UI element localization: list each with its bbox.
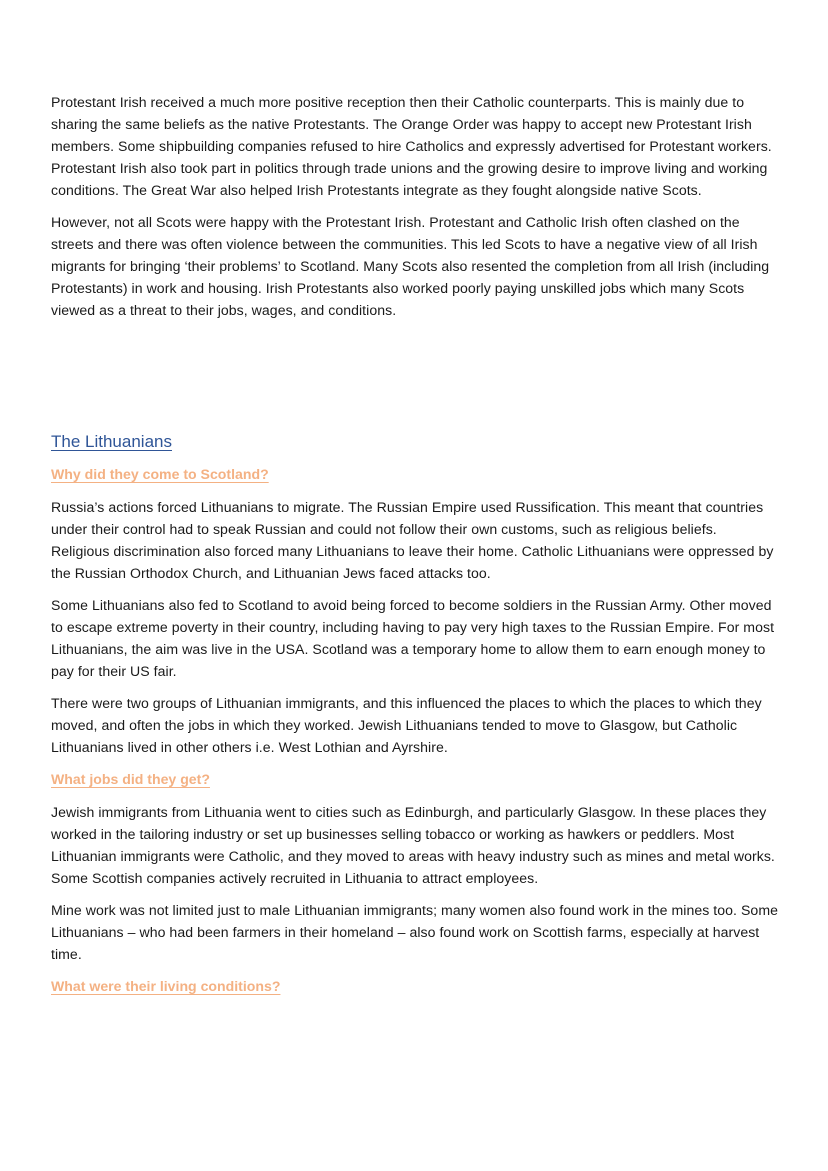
why-paragraph-2: Some Lithuanians also fed to Scotland to avoid being forced to become soldiers in the Russian Army. Other moved to escape extreme poverty in their country, including having to pay very high taxes to the Russian Empire. For most Lithuanians, the aim was live in the USA. Scotland was a temporary home to allow them to earn enough money to pay for their US fair. bbox=[51, 597, 775, 679]
section-gap bbox=[51, 331, 779, 431]
why-paragraph-3: There were two groups of Lithuanian immigrants, and this influenced the places to which the places to which they moved, and often the jobs in which they worked. Jewish Lithuanians tended to move to Glasgow, but Catholic Lithuanians lived in other others i.e. West Lothian and Ayrshire. bbox=[51, 695, 762, 755]
intro-paragraph-2: However, not all Scots were happy with the Protestant Irish. Protestant and Catholic Irish often clashed on the streets and there was often violence between the communities. This led Scots to have a negative view of all Irish migrants for bringing ‘their problems’ to Scotland. Many Scots also resented the completion from all Irish (including Protestants) in work and housing. Irish Protestants also worked poorly paying unskilled jobs which many Scots viewed as a threat to their jobs, wages, and conditions. bbox=[51, 214, 770, 318]
jobs-paragraph-2: Mine work was not limited just to male Lithuanian immigrants; many women also found work in the mines too. Some Lithuanians – who had been farmers in their homeland – also found work on Scottish farms, especially at harvest time. bbox=[51, 902, 778, 962]
document-body bbox=[51, 91, 779, 1008]
why-heading: Why did they come to Scotland? bbox=[51, 466, 269, 482]
section-title: The Lithuanians bbox=[51, 432, 172, 451]
why-paragraph-1: Russia’s actions forced Lithuanians to migrate. The Russian Empire used Russification. This meant that countries under their control had to speak Russian and could not follow their own customs, such as religious beliefs. Religious discrimination also forced many Lithuanians to leave their home. Catholic Lithuanians were oppressed by the Russian Orthodox Church, and Lithuanian Jews faced attacks too. bbox=[51, 499, 774, 581]
intro-paragraph-1: Protestant Irish received a much more positive reception then their Catholic counterparts. This is mainly due to sharing the same beliefs as the native Protestants. The Orange Order was happy to accept new Protestant Irish members. Some shipbuilding companies refused to hire Catholics and expressly advertised for Protestant workers. Protestant Irish also took part in politics through trade unions and the growing desire to improve living and working conditions. The Great War also helped Irish Protestants integrate as they fought alongside native Scots. bbox=[51, 94, 772, 198]
living-heading: What were their living conditions? bbox=[51, 978, 281, 994]
jobs-heading: What jobs did they get? bbox=[51, 771, 210, 787]
jobs-paragraph-1: Jewish immigrants from Lithuania went to cities such as Edinburgh, and particularly Glasgow. In these places they worked in the tailoring industry or set up businesses selling tobacco or working as hawkers or peddlers. Most Lithuanian immigrants were Catholic, and they moved to areas with heavy industry such as mines and metal works. Some Scottish companies actively recruited in Lithuania to attract employees. bbox=[51, 804, 775, 886]
